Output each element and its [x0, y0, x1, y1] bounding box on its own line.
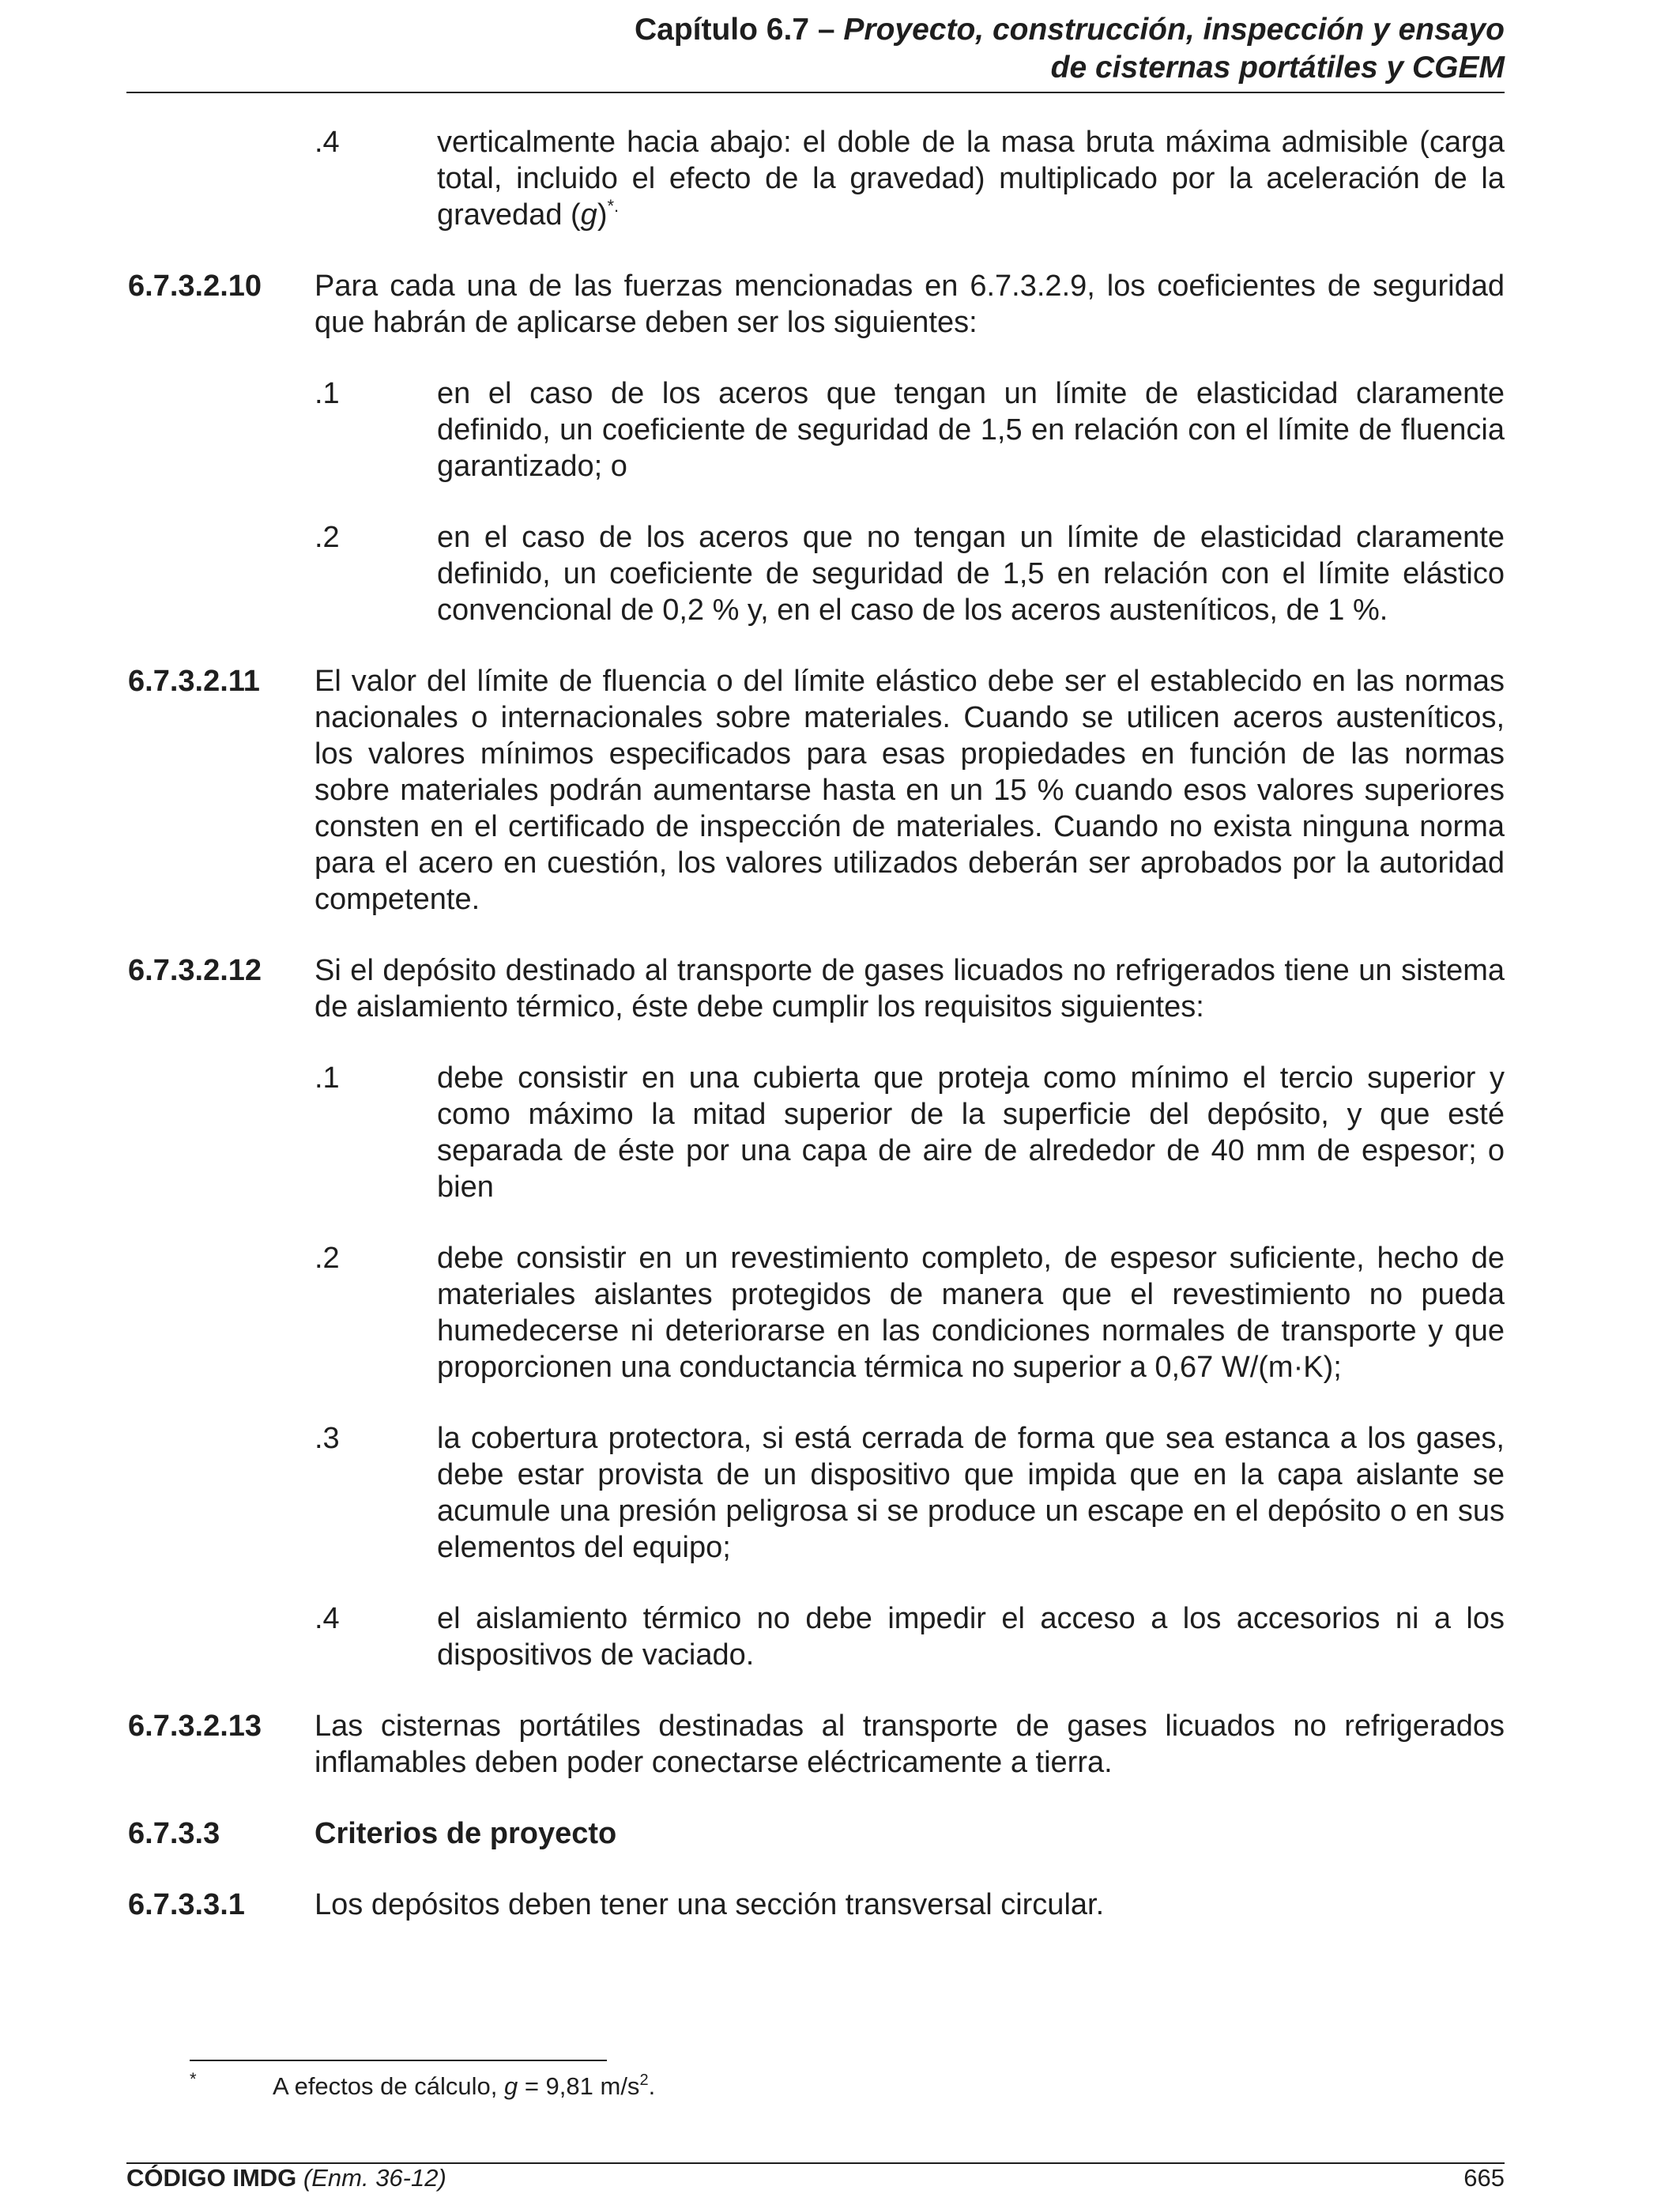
- chapter-title-line2: de cisternas portátiles y CGEM: [1050, 51, 1505, 85]
- running-header: [126, 11, 1505, 87]
- paragraph-text: Las cisternas portátiles destinadas al transporte de gases licuados no refrigerados inflamables deben poder conectarse eléctricamente a tierra.: [315, 1710, 1505, 1779]
- chapter-title-line1: Proyecto, construcción, inspección y ensayo: [843, 13, 1505, 47]
- header-rule: [126, 92, 1505, 93]
- footnote-text: A efectos de cálculo, g = 9,81 $m/s^2$.: [273, 2071, 656, 2100]
- list-item: [315, 124, 1505, 233]
- list-item-number: .2: [315, 521, 340, 554]
- list-item-text: la cobertura protectora, si está cerrada de forma que sea estanca a los gases, debe estar provista de un dispositivo que impida que en la capa aislante se acumule una presión peligrosa si se produce un escape en el depósito o en sus elementos del equipo;: [437, 1422, 1505, 1564]
- footnote-rule: [190, 2060, 607, 2061]
- list-item-text: debe consistir en una cubierta que proteja como mínimo el tercio superior y como máximo la mitad superior de la superficie del depósito, y que esté separada de éste por una capa de aire de alrededor de 40 mm de espesor; o bien: [437, 1061, 1505, 1204]
- paragraph-number: 6.7.3.2.12: [128, 954, 262, 987]
- paragraph-6-7-3-2-10: [128, 268, 1505, 341]
- list-item: [315, 1600, 1505, 1673]
- list-item-number: .1: [315, 377, 340, 410]
- list-item: [315, 519, 1505, 628]
- footnote-reference: *: [607, 196, 615, 216]
- paragraph-6-7-3-2-12: [128, 952, 1505, 1025]
- paragraph-number: 6.7.3.2.11: [128, 665, 260, 698]
- list-item-text: debe consistir en un revestimiento completo, de espesor suficiente, hecho de materiales aislantes protegidos de manera que el revestimiento no pueda humedecerse ni deteriorarse en las condiciones normales de transporte y que proporcionen una conductancia térmica no superior a 0,67 W/(m·K);: [437, 1242, 1505, 1384]
- code-title: CÓDIGO IMDG: [126, 2164, 297, 2192]
- list-item: [315, 1420, 1505, 1566]
- list-item-number: .3: [315, 1422, 340, 1455]
- paragraph-text: Los depósitos deben tener una sección transversal circular.: [315, 1888, 1105, 1921]
- document-body: [128, 124, 1505, 1923]
- paragraph-number: 6.7.3.3.1: [128, 1888, 245, 1921]
- list-item-text: verticalmente hacia abajo: el doble de la masa bruta máxima admisible (carga total, incluido el efecto de la gravedad) multiplicado por la aceleración de la gravedad (g)*.: [437, 126, 1505, 232]
- list-item-text: el aislamiento térmico no debe impedir el acceso a los accesorios ni a los dispositivos de vaciado.: [437, 1602, 1505, 1672]
- footnote-mark: *: [190, 2069, 197, 2089]
- list-item: [315, 1060, 1505, 1205]
- section-number: 6.7.3.3: [128, 1817, 220, 1850]
- paragraph-text: Si el depósito destinado al transporte de gases licuados no refrigerados tiene un sistema de aislamiento térmico, éste debe cumplir los requisitos siguientes:: [315, 954, 1505, 1023]
- page-number: 665: [1463, 2164, 1505, 2192]
- paragraph-text: El valor del límite de fluencia o del límite elástico debe ser el establecido en las normas nacionales o internacionales sobre materiales. Cuando se utilicen aceros austeníticos, los valores mínimos especificados para esas propiedades en función de las normas sobre materiales podrán aumentarse hasta en un 15 % cuando esos valores superiores consten en el certificado de inspección de materiales. Cuando no exista ninguna norma para el acero en cuestión, los valores utilizados deberán ser aprobados por la autoridad competente.: [315, 665, 1505, 916]
- list-item: [315, 1240, 1505, 1385]
- list-item-text: en el caso de los aceros que tengan un límite de elasticidad claramente definido, un coeficiente de seguridad de 1,5 en relación con el límite de fluencia garantizado; o: [437, 377, 1505, 483]
- list-item-number: .1: [315, 1061, 340, 1095]
- chapter-number: Capítulo 6.7 –: [634, 13, 835, 47]
- footnote: [190, 2071, 655, 2102]
- running-footer: [126, 2164, 1505, 2192]
- paragraph-6-7-3-2-11: [128, 663, 1505, 918]
- paragraph-text: Para cada una de las fuerzas mencionadas en 6.7.3.2.9, los coeficientes de seguridad que habrán de aplicarse deben ser los siguientes:: [315, 270, 1505, 339]
- paragraph-6-7-3-3-1: [128, 1887, 1505, 1923]
- list-item-number: .4: [315, 1602, 340, 1635]
- list-item-number: .4: [315, 126, 340, 159]
- paragraph-6-7-3-2-13: [128, 1708, 1505, 1781]
- paragraph-number: 6.7.3.2.13: [128, 1710, 262, 1743]
- amendment-label: (Enm. 36-12): [303, 2164, 446, 2192]
- section-heading-6-7-3-3: [128, 1815, 1505, 1852]
- paragraph-number: 6.7.3.2.10: [128, 270, 262, 303]
- section-title: Criterios de proyecto: [315, 1817, 617, 1850]
- list-item-number: .2: [315, 1242, 340, 1275]
- list-item-text: en el caso de los aceros que no tengan un límite de elasticidad claramente definido, un coeficiente de seguridad de 1,5 en relación con el límite elástico convencional de 0,2 % y, en el caso de los aceros austeníticos, de 1 %.: [437, 521, 1505, 627]
- list-item: [315, 375, 1505, 484]
